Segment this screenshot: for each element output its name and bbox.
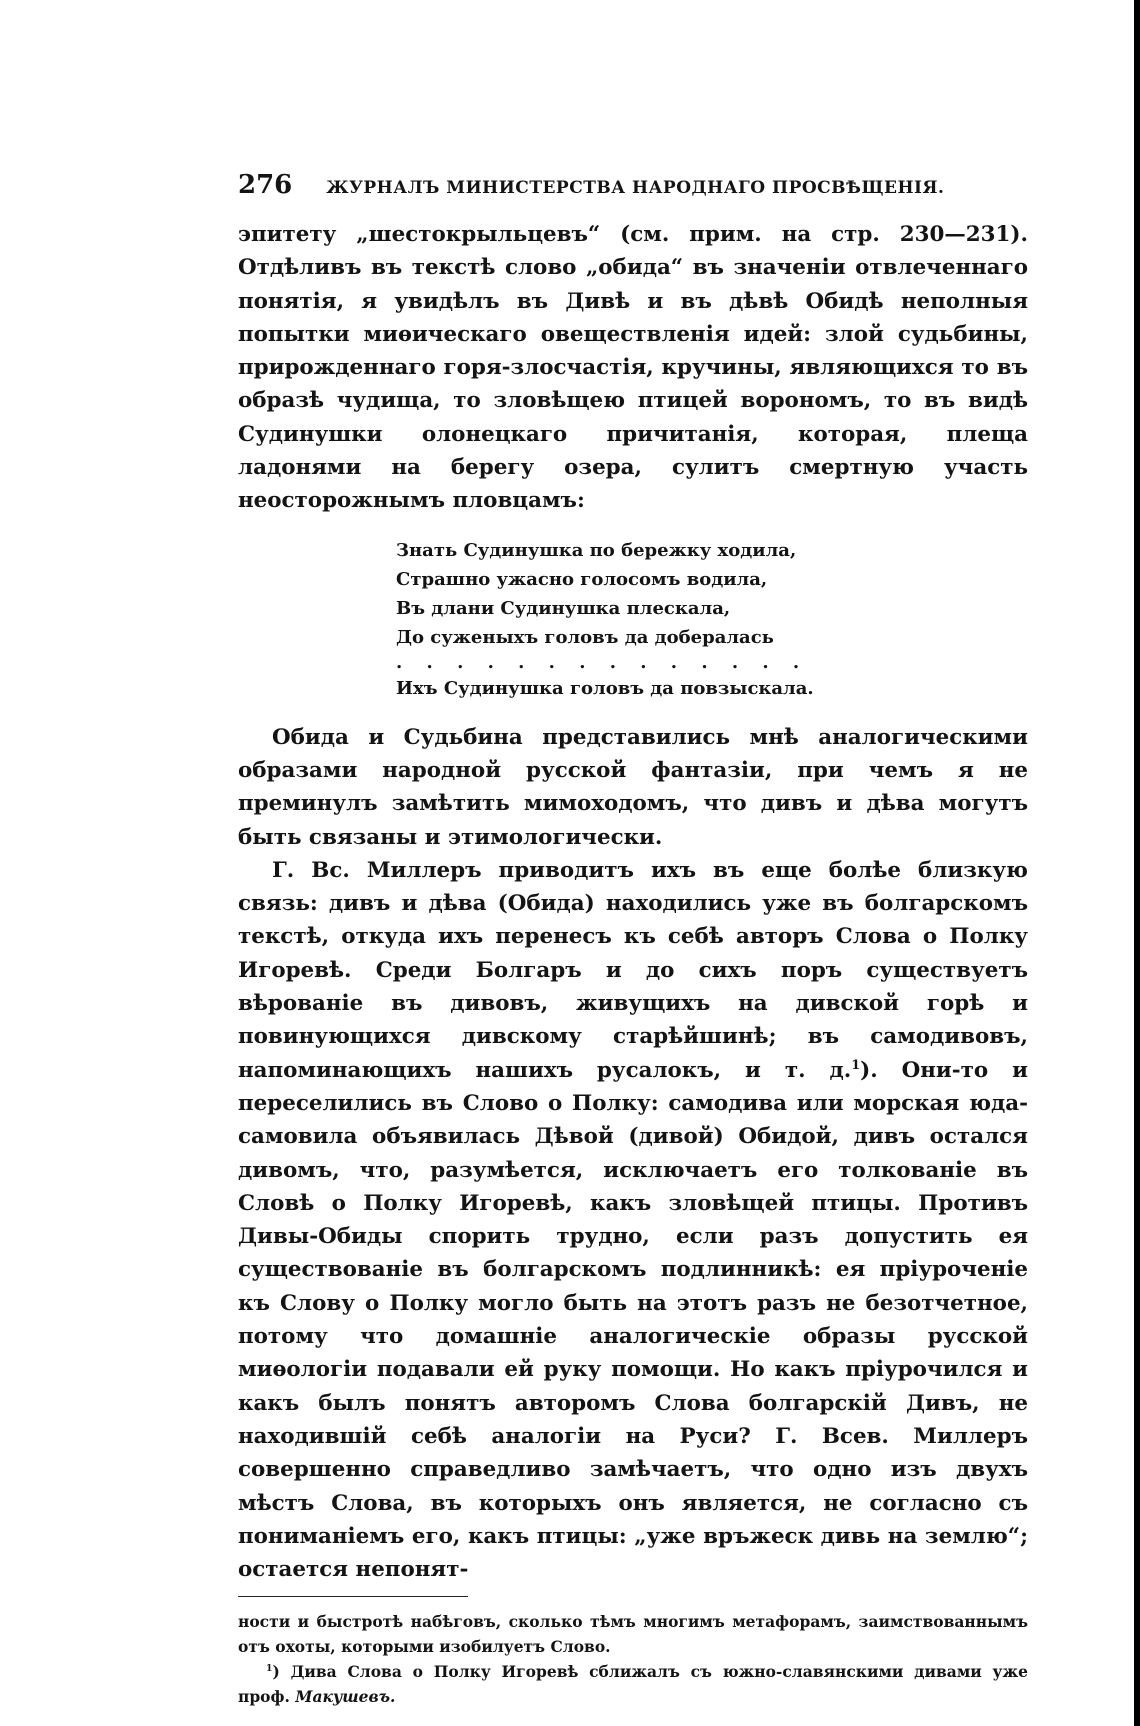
footnote-1: [238, 1659, 1028, 1709]
page-header: [238, 170, 1028, 200]
book-page: [238, 170, 1028, 1709]
footnote-reference: 1: [851, 1057, 861, 1073]
page-number: 276: [238, 170, 293, 200]
running-title: ЖУРНАЛЪ МИНИСТЕРСТВА НАРОДНАГО ПРОСВѢЩЕНІЯ.: [326, 178, 945, 198]
footnote-marker: 1: [266, 1663, 273, 1675]
footnote-divider: [238, 1596, 468, 1597]
paragraph-3-part-2: ). Они-то и переселились въ Слово о Полку: самодива или морская юда-самовила объявилась Дѣвой (дивой) Обидой, дивъ остался дивомъ, что, разумѣется, исключаетъ его толкованіе въ Словѣ о Полку Игоревѣ, какъ зловѣщей птицы. Противъ Дивы-Обиды спорить трудно, если разъ допустить ея существованіе въ болгарскомъ подлинникѣ: ея пріуроченіе къ Слову о Полку могло быть на этотъ разъ не безотчетное, потому что домашніе аналогическіе образы русской миѳологіи подавали ей руку помощи. Но какъ пріурочился и какъ былъ понятъ авторомъ Слова болгарскій Дивъ, не находившій себѣ аналогіи на Руси? Г. Всев. Миллеръ совершенно справедливо замѣчаетъ, что одно изъ двухъ мѣстъ Слова, въ которыхъ онъ является, не согласно съ пониманіемъ его, какъ птицы: „уже връжеск дивь на землю“; остается непонят-: [238, 1057, 1029, 1583]
paragraph-3-part-1: Г. Вс. Миллеръ приводитъ ихъ въ еще болѣе близкую связь: дивъ и дѣва (Обида) находились уже въ болгарскомъ текстѣ, откуда ихъ перенесъ къ себѣ авторъ Слова о Полку Игоревѣ. Среди Болгаръ и до сихъ поръ существуетъ вѣрованіе въ дивовъ, живущихъ на дивской горѣ и повинующихся дивскому старѣйшинѣ; въ самодивовъ, напоминающихъ нашихъ русалокъ, и т. д.: [238, 857, 1028, 1083]
scan-edge-bar: [1134, 0, 1140, 1726]
paragraph-2: Обида и Судьбина представились мнѣ аналогическими образами народной русской фантазіи, при чемъ я не преминулъ замѣтить мимоходомъ, что дивъ и дѣва могутъ быть связаны и этимологически.: [238, 724, 1028, 850]
verse-last-line: Ихъ Судинушка головъ да повзыскала.: [396, 677, 814, 699]
paragraph-3: [238, 854, 1028, 1587]
footnote-continuation: ности и быстротѣ набѣговъ, сколько тѣмъ многимъ метафорамъ, заимствованнымъ отъ охоты, которыми изобилуетъ Слово.: [238, 1612, 1028, 1657]
verse-line: До суженыхъ головъ да добералась: [396, 626, 774, 648]
verse-line: Страшно ужасно голосомъ водила,: [396, 568, 768, 590]
paragraph-1: эпитету „шестокрыльцевъ“ (см. прим. на стр. 230—231). Отдѣливъ въ текстѣ слово „обида“ въ значеніи отвлеченнаго понятія, я увидѣлъ въ Дивѣ и въ дѣвѣ Обидѣ неполныя попытки миѳическаго овеществленія идей: злой судьбины, прирожденнаго горя-злосчастія, кручины, являющихся то въ образѣ чудища, то зловѣщею птицей ворономъ, то въ видѣ Судинушки олонецкаго причитанія, которая, плеща ладонями на берегу озера, сулитъ смертную участь неосторожнымъ пловцамъ:: [238, 222, 1028, 514]
verse-line: Въ длани Судинушка плескала,: [396, 597, 731, 619]
footnote-1-text: ) Дива Слова о Полку Игоревѣ сближалъ съ южно-славянскими дивами уже проф.: [238, 1662, 1028, 1707]
footnote-1-author: Макушевъ.: [295, 1687, 396, 1707]
verse-line: Знать Судинушка по бережку ходила,: [396, 539, 797, 561]
verse-quote: [396, 536, 1028, 703]
verse-ellipsis: . . . . . . . . . . . . . .: [396, 651, 809, 673]
